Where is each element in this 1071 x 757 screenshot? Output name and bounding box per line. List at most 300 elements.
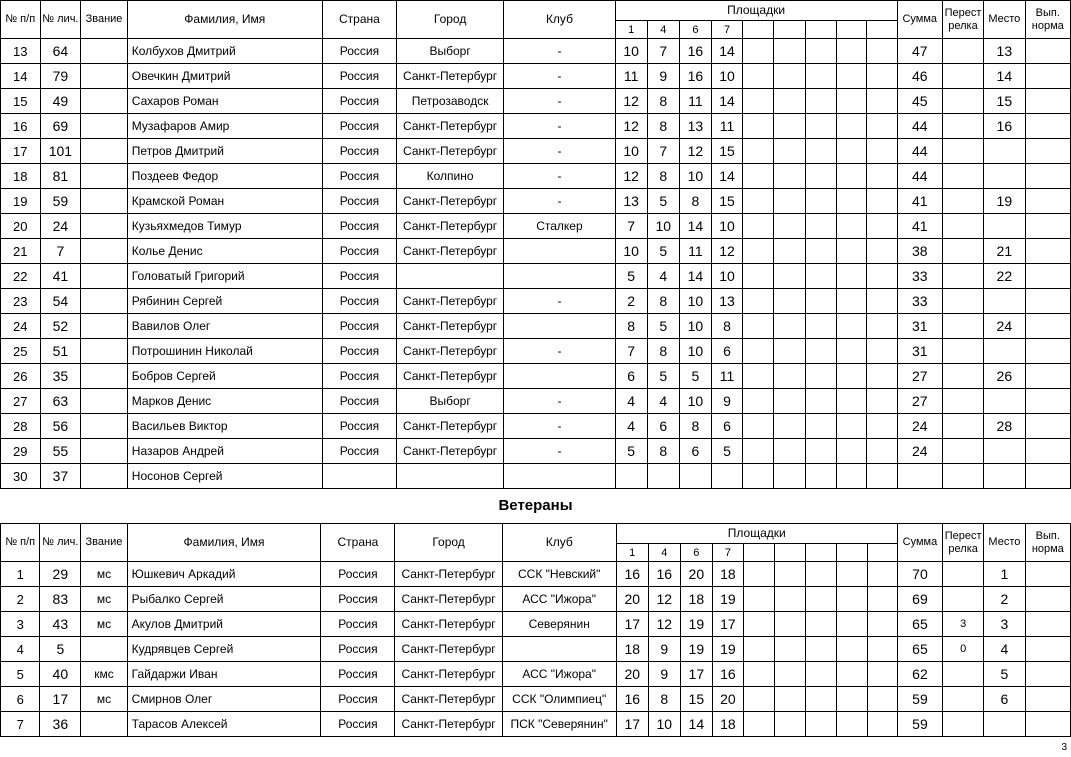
cell-lic: 29 xyxy=(40,562,81,587)
cell-country: Россия xyxy=(322,364,396,389)
cell-area-empty xyxy=(867,214,897,239)
cell-area-score xyxy=(679,464,711,489)
cell-city: Санкт-Петербург xyxy=(395,712,502,737)
cell-rerun xyxy=(942,339,983,364)
cell-city: Санкт-Петербург xyxy=(395,637,502,662)
cell-area-empty xyxy=(775,612,806,637)
cell-area-empty xyxy=(806,662,837,687)
cell-rank xyxy=(81,289,128,314)
cell-lic: 7 xyxy=(40,239,81,264)
col-lic: № лич. xyxy=(40,1,81,39)
cell-rerun xyxy=(943,712,984,737)
cell-area-score: 17 xyxy=(680,662,712,687)
cell-rank xyxy=(81,239,128,264)
cell-area-empty xyxy=(836,64,866,89)
cell-area-empty xyxy=(837,587,867,612)
cell-club: - xyxy=(504,114,615,139)
cell-area-empty xyxy=(806,687,837,712)
table-row xyxy=(1,439,1071,464)
cell-area-score: 8 xyxy=(679,189,711,214)
cell-area-empty xyxy=(743,214,774,239)
cell-area-score: 4 xyxy=(647,389,679,414)
cell-norm xyxy=(1025,264,1070,289)
cell-norm xyxy=(1025,64,1070,89)
cell-name: Кудрявцев Сергей xyxy=(127,637,321,662)
col-rerun xyxy=(942,1,983,39)
cell-area-score: 9 xyxy=(648,662,680,687)
cell-name: Петров Дмитрий xyxy=(127,139,322,164)
area-col-header xyxy=(743,21,774,39)
cell-lic: 40 xyxy=(40,662,81,687)
table-row xyxy=(1,264,1071,289)
cell-country: Россия xyxy=(321,587,395,612)
cell-area-score: 14 xyxy=(711,164,742,189)
cell-area-empty xyxy=(775,662,806,687)
cell-area-empty xyxy=(805,439,836,464)
cell-area-empty xyxy=(743,637,774,662)
cell-rerun xyxy=(942,364,983,389)
cell-area-score: 5 xyxy=(711,439,742,464)
cell-sum: 44 xyxy=(897,139,942,164)
cell-sum: 69 xyxy=(897,587,942,612)
cell-area-score: 20 xyxy=(712,687,743,712)
cell-sum: 33 xyxy=(897,264,942,289)
cell-country: Россия xyxy=(322,414,396,439)
col-rerun-label: Перестрелка xyxy=(944,6,982,32)
cell-city: Петрозаводск xyxy=(396,89,503,114)
cell-area-empty xyxy=(743,464,774,489)
cell-area-score: 4 xyxy=(615,414,647,439)
cell-area-score: 8 xyxy=(647,289,679,314)
col-name: Фамилия, Имя xyxy=(127,524,321,562)
cell-area-score: 18 xyxy=(680,587,712,612)
cell-place xyxy=(984,339,1026,364)
cell-norm xyxy=(1025,339,1070,364)
cell-area-score: 13 xyxy=(679,114,711,139)
cell-country: Россия xyxy=(322,264,396,289)
cell-club xyxy=(504,464,615,489)
table-row xyxy=(1,289,1071,314)
cell-num: 7 xyxy=(1,712,40,737)
cell-area-empty xyxy=(836,239,866,264)
cell-country: Россия xyxy=(321,662,395,687)
cell-name: Кузьяхмедов Тимур xyxy=(127,214,322,239)
cell-area-empty xyxy=(837,662,867,687)
cell-lic: 36 xyxy=(40,712,81,737)
cell-norm xyxy=(1025,662,1070,687)
area-col-header xyxy=(743,544,774,562)
cell-area-empty xyxy=(867,339,897,364)
cell-area-empty xyxy=(805,239,836,264)
cell-area-score: 8 xyxy=(647,439,679,464)
cell-area-empty xyxy=(743,189,774,214)
cell-area-score: 18 xyxy=(616,637,648,662)
cell-area-empty xyxy=(806,612,837,637)
cell-area-empty xyxy=(867,364,897,389)
cell-area-empty xyxy=(805,89,836,114)
cell-city: Санкт-Петербург xyxy=(395,687,502,712)
cell-area-empty xyxy=(867,587,897,612)
cell-sum: 65 xyxy=(897,637,942,662)
cell-city: Колпино xyxy=(396,164,503,189)
col-country: Страна xyxy=(321,524,395,562)
cell-area-score: 16 xyxy=(712,662,743,687)
cell-lic: 52 xyxy=(40,314,81,339)
cell-area-empty xyxy=(805,114,836,139)
cell-sum: 31 xyxy=(897,314,942,339)
cell-rank xyxy=(81,439,128,464)
cell-area-score: 8 xyxy=(615,314,647,339)
cell-city xyxy=(396,264,503,289)
cell-club: - xyxy=(504,389,615,414)
cell-area-empty xyxy=(805,139,836,164)
cell-lic: 41 xyxy=(40,264,81,289)
cell-name: Рябинин Сергей xyxy=(127,289,322,314)
cell-norm xyxy=(1025,139,1070,164)
cell-area-score: 12 xyxy=(615,164,647,189)
cell-place xyxy=(984,214,1026,239)
cell-rerun xyxy=(942,39,983,64)
cell-num: 13 xyxy=(1,39,41,64)
cell-sum: 70 xyxy=(897,562,942,587)
cell-sum: 45 xyxy=(897,89,942,114)
table-row xyxy=(1,64,1071,89)
cell-lic: 35 xyxy=(40,364,81,389)
cell-area-empty xyxy=(805,339,836,364)
cell-club: АСС "Ижора" xyxy=(502,662,616,687)
cell-name: Рыбалко Сергей xyxy=(127,587,321,612)
cell-rank xyxy=(81,139,128,164)
area-col-header: 4 xyxy=(648,544,680,562)
cell-num: 23 xyxy=(1,289,41,314)
cell-norm xyxy=(1025,89,1070,114)
cell-norm xyxy=(1025,314,1070,339)
cell-area-empty xyxy=(743,612,774,637)
cell-club: - xyxy=(504,64,615,89)
cell-area-score: 10 xyxy=(615,239,647,264)
area-col-header xyxy=(775,544,806,562)
cell-area-empty xyxy=(774,114,805,139)
cell-sum xyxy=(897,464,942,489)
cell-place: 3 xyxy=(984,612,1025,637)
cell-club: - xyxy=(504,139,615,164)
cell-name: Сахаров Роман xyxy=(127,89,322,114)
page-number: 3 xyxy=(1061,742,1067,753)
col-rank: Звание xyxy=(81,1,128,39)
cell-area-empty xyxy=(836,214,866,239)
col-num: № п/п xyxy=(1,524,40,562)
cell-num: 3 xyxy=(1,612,40,637)
cell-num: 25 xyxy=(1,339,41,364)
cell-area-empty xyxy=(836,389,866,414)
cell-area-score: 8 xyxy=(647,164,679,189)
cell-rerun xyxy=(942,189,983,214)
cell-area-score: 10 xyxy=(711,214,742,239)
cell-area-empty xyxy=(805,289,836,314)
cell-sum: 47 xyxy=(897,39,942,64)
cell-place: 22 xyxy=(984,264,1026,289)
cell-num: 27 xyxy=(1,389,41,414)
cell-area-empty xyxy=(867,39,897,64)
cell-area-empty xyxy=(774,89,805,114)
cell-area-score: 10 xyxy=(648,712,680,737)
cell-city: Выборг xyxy=(396,389,503,414)
cell-lic: 37 xyxy=(40,464,81,489)
table-row xyxy=(1,712,1071,737)
cell-area-empty xyxy=(774,164,805,189)
cell-name: Овечкин Дмитрий xyxy=(127,64,322,89)
cell-club: Сталкер xyxy=(504,214,615,239)
cell-club: - xyxy=(504,89,615,114)
cell-area-empty xyxy=(774,414,805,439)
cell-sum: 41 xyxy=(897,189,942,214)
cell-city: Санкт-Петербург xyxy=(396,339,503,364)
cell-num: 19 xyxy=(1,189,41,214)
cell-area-score: 14 xyxy=(680,712,712,737)
cell-area-empty xyxy=(867,164,897,189)
cell-place: 2 xyxy=(984,587,1025,612)
cell-area-score: 10 xyxy=(679,339,711,364)
cell-lic: 43 xyxy=(40,612,81,637)
cell-rerun xyxy=(942,389,983,414)
cell-area-empty xyxy=(836,364,866,389)
cell-area-score: 2 xyxy=(615,289,647,314)
cell-sum: 38 xyxy=(897,239,942,264)
cell-num: 21 xyxy=(1,239,41,264)
cell-area-empty xyxy=(836,464,866,489)
cell-club: ПСК "Северянин" xyxy=(502,712,616,737)
cell-area-empty xyxy=(836,164,866,189)
cell-num: 16 xyxy=(1,114,41,139)
cell-lic: 79 xyxy=(40,64,81,89)
col-city: Город xyxy=(396,1,503,39)
cell-area-score: 10 xyxy=(615,139,647,164)
cell-num: 20 xyxy=(1,214,41,239)
cell-num: 6 xyxy=(1,687,40,712)
cell-place: 26 xyxy=(984,364,1026,389)
cell-rank xyxy=(81,389,128,414)
cell-rerun xyxy=(942,214,983,239)
cell-rank: мс xyxy=(81,612,127,637)
cell-rank xyxy=(81,414,128,439)
cell-city: Санкт-Петербург xyxy=(395,612,502,637)
veterans-table xyxy=(0,523,1071,737)
table-row xyxy=(1,164,1071,189)
cell-area-score: 14 xyxy=(679,214,711,239)
col-norm-label: Вып. норма xyxy=(1031,529,1064,555)
cell-area-score: 16 xyxy=(616,562,648,587)
cell-name: Головатый Григорий xyxy=(127,264,322,289)
cell-name: Музафаров Амир xyxy=(127,114,322,139)
cell-area-empty xyxy=(867,562,897,587)
cell-area-score: 12 xyxy=(679,139,711,164)
cell-area-score: 14 xyxy=(679,264,711,289)
cell-name: Поздеев Федор xyxy=(127,164,322,189)
cell-club: ССК "Невский" xyxy=(502,562,616,587)
cell-sum: 44 xyxy=(897,114,942,139)
cell-area-score: 19 xyxy=(680,612,712,637)
cell-city: Санкт-Петербург xyxy=(396,239,503,264)
cell-club: - xyxy=(504,414,615,439)
cell-area-score: 13 xyxy=(711,289,742,314)
cell-area-score: 19 xyxy=(680,637,712,662)
cell-city: Санкт-Петербург xyxy=(396,439,503,464)
cell-country: Россия xyxy=(322,214,396,239)
cell-area-empty xyxy=(805,264,836,289)
cell-area-empty xyxy=(867,637,897,662)
cell-area-empty xyxy=(836,314,866,339)
cell-num: 29 xyxy=(1,439,41,464)
cell-rerun xyxy=(942,314,983,339)
area-col-header: 7 xyxy=(711,21,742,39)
cell-place: 15 xyxy=(984,89,1026,114)
col-areas: Площадки xyxy=(615,1,897,21)
cell-norm xyxy=(1025,687,1070,712)
cell-area-score: 17 xyxy=(712,612,743,637)
table-row xyxy=(1,562,1071,587)
cell-area-score xyxy=(711,464,742,489)
cell-place xyxy=(984,289,1026,314)
area-col-header xyxy=(867,21,897,39)
cell-rerun xyxy=(943,687,984,712)
cell-area-empty xyxy=(743,239,774,264)
cell-sum: 46 xyxy=(897,64,942,89)
cell-area-score: 8 xyxy=(647,339,679,364)
cell-place: 5 xyxy=(984,662,1025,687)
cell-num: 22 xyxy=(1,264,41,289)
cell-area-empty xyxy=(774,189,805,214)
cell-area-empty xyxy=(743,314,774,339)
cell-city: Выборг xyxy=(396,39,503,64)
col-city: Город xyxy=(395,524,502,562)
cell-rank: мс xyxy=(81,687,127,712)
cell-area-score: 12 xyxy=(711,239,742,264)
cell-area-empty xyxy=(867,712,897,737)
cell-area-empty xyxy=(867,189,897,214)
cell-rank: мс xyxy=(81,562,127,587)
cell-lic: 24 xyxy=(40,214,81,239)
cell-num: 28 xyxy=(1,414,41,439)
cell-rerun xyxy=(942,139,983,164)
cell-area-score: 16 xyxy=(648,562,680,587)
cell-norm xyxy=(1025,239,1070,264)
table-row xyxy=(1,612,1071,637)
cell-area-empty xyxy=(743,364,774,389)
cell-area-empty xyxy=(774,139,805,164)
cell-area-empty xyxy=(836,289,866,314)
cell-area-empty xyxy=(743,389,774,414)
cell-country: Россия xyxy=(322,239,396,264)
cell-area-score: 14 xyxy=(711,89,742,114)
cell-area-score: 5 xyxy=(647,364,679,389)
cell-area-empty xyxy=(774,439,805,464)
cell-area-score: 6 xyxy=(679,439,711,464)
cell-area-empty xyxy=(774,389,805,414)
cell-rerun xyxy=(943,562,984,587)
cell-area-score: 12 xyxy=(648,612,680,637)
section-title-veterans: Ветераны xyxy=(498,497,573,514)
col-sum: Сумма xyxy=(897,524,942,562)
cell-area-empty xyxy=(743,89,774,114)
cell-area-score: 10 xyxy=(711,64,742,89)
cell-area-empty xyxy=(806,712,837,737)
cell-area-score: 20 xyxy=(616,662,648,687)
cell-area-empty xyxy=(774,314,805,339)
cell-city: Санкт-Петербург xyxy=(396,189,503,214)
cell-norm xyxy=(1025,439,1070,464)
cell-club xyxy=(504,364,615,389)
cell-rank xyxy=(81,712,127,737)
cell-lic: 59 xyxy=(40,189,81,214)
cell-area-empty xyxy=(867,64,897,89)
cell-area-score: 10 xyxy=(679,389,711,414)
table-row xyxy=(1,114,1071,139)
cell-area-empty xyxy=(774,464,805,489)
table-row xyxy=(1,239,1071,264)
cell-area-score: 17 xyxy=(616,712,648,737)
cell-rerun xyxy=(942,89,983,114)
cell-country: Россия xyxy=(321,637,395,662)
cell-lic: 101 xyxy=(40,139,81,164)
cell-sum: 24 xyxy=(897,414,942,439)
cell-name: Колбухов Дмитрий xyxy=(127,39,322,64)
cell-area-empty xyxy=(867,139,897,164)
cell-area-score: 5 xyxy=(647,189,679,214)
cell-area-empty xyxy=(836,89,866,114)
col-sum: Сумма xyxy=(897,1,942,39)
cell-area-empty xyxy=(774,339,805,364)
cell-rank xyxy=(81,89,128,114)
cell-name: Назаров Андрей xyxy=(127,439,322,464)
cell-norm xyxy=(1025,114,1070,139)
cell-area-score xyxy=(647,464,679,489)
cell-area-empty xyxy=(743,439,774,464)
cell-country: Россия xyxy=(322,389,396,414)
col-norm xyxy=(1025,1,1070,39)
table-row xyxy=(1,339,1071,364)
cell-sum: 59 xyxy=(897,712,942,737)
cell-area-score: 12 xyxy=(615,89,647,114)
area-col-header xyxy=(836,21,866,39)
cell-num: 14 xyxy=(1,64,41,89)
cell-rerun xyxy=(942,264,983,289)
cell-area-empty xyxy=(743,64,774,89)
cell-lic: 51 xyxy=(40,339,81,364)
cell-sum: 41 xyxy=(897,214,942,239)
cell-area-empty xyxy=(805,39,836,64)
cell-area-empty xyxy=(774,39,805,64)
table-row xyxy=(1,389,1071,414)
cell-area-empty xyxy=(836,264,866,289)
cell-name: Юшкевич Аркадий xyxy=(127,562,321,587)
cell-area-empty xyxy=(774,289,805,314)
col-lic: № лич. xyxy=(40,524,81,562)
cell-rank xyxy=(81,164,128,189)
cell-city: Санкт-Петербург xyxy=(395,562,502,587)
cell-rank xyxy=(81,264,128,289)
cell-area-empty xyxy=(805,164,836,189)
col-norm-label: Вып. норма xyxy=(1031,6,1064,32)
cell-lic: 83 xyxy=(40,587,81,612)
cell-country: Россия xyxy=(322,89,396,114)
cell-area-score: 7 xyxy=(615,214,647,239)
cell-city xyxy=(396,464,503,489)
cell-num: 2 xyxy=(1,587,40,612)
table-row xyxy=(1,587,1071,612)
cell-area-score: 17 xyxy=(616,612,648,637)
cell-area-empty xyxy=(775,587,806,612)
cell-area-empty xyxy=(837,712,867,737)
